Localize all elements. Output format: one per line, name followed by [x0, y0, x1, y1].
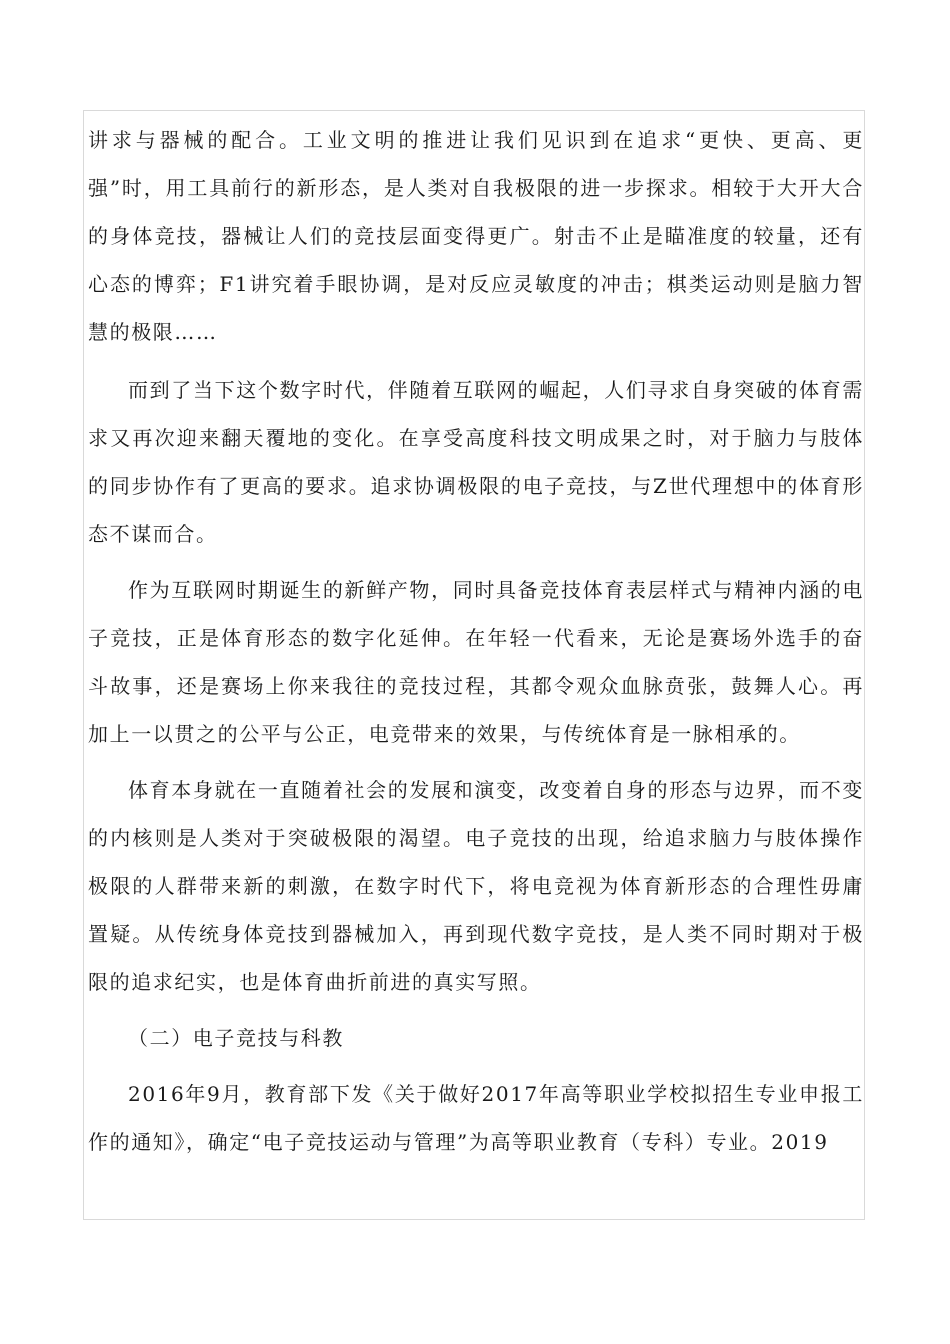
section-heading: （二）电子竞技与科教 — [128, 1026, 344, 1050]
paragraph-5: 2016年9月，教育部下发《关于做好2017年高等职业学校拟招生专业申报工作的通知》，确定“电子竞技运动与管理”为高等职业教育（专科）专业。2019 — [88, 1082, 864, 1154]
paragraph-2: 而到了当下这个数字时代，伴随着互联网的崛起，人们寻求自身突破的体育需求又再次迎来翻天覆地的变化。在享受高度科技文明成果之时，对于脑力与肢体的同步协作有了更高的要求。追求协调极限的电子竞技，与Z世代理想中的体育形态不谋而合。 — [88, 378, 864, 546]
paragraph-3: 作为互联网时期诞生的新鲜产物，同时具备竞技体育表层样式与精神内涵的电子竞技，正是体育形态的数字化延伸。在年轻一代看来，无论是赛场外选手的奋斗故事，还是赛场上你来我往的竞技过程，其都令观众血脉贲张，鼓舞人心。再加上一以贯之的公平与公正，电竞带来的效果，与传统体育是一脉相承的。 — [88, 578, 864, 746]
document-body — [88, 116, 864, 1174]
paragraph-1: 讲求与器械的配合。工业文明的推进让我们见识到在追求“更快、更高、更强”时，用工具前行的新形态，是人类对自我极限的进一步探求。相较于大开大合的身体竞技，器械让人们的竞技层面变得更广。射击不止是瞄准度的较量，还有心态的博弈；F1讲究着手眼协调，是对反应灵敏度的冲击；棋类运动则是脑力智慧的极限…… — [88, 128, 864, 344]
paragraph-4: 体育本身就在一直随着社会的发展和演变，改变着自身的形态与边界，而不变的内核则是人类对于突破极限的渴望。电子竞技的出现，给追求脑力与肢体操作极限的人群带来新的刺激，在数字时代下，将电竞视为体育新形态的合理性毋庸置疑。从传统身体竞技到器械加入，再到现代数字竞技，是人类不同时期对于极限的追求纪实，也是体育曲折前进的真实写照。 — [88, 778, 864, 994]
